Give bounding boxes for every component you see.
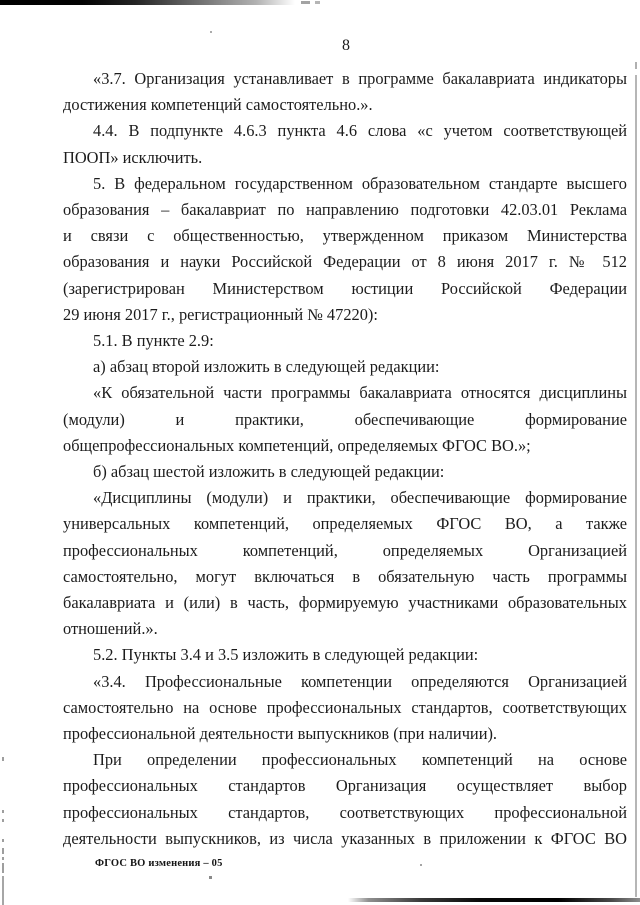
document-line: 5.2. Пункты 3.4 и 3.5 изложить в следующей редакции: [93, 645, 479, 665]
scan-artifact-left-dash [2, 857, 4, 860]
scan-artifact-right-edge [635, 75, 637, 897]
scan-artifact-top-dash [301, 1, 310, 4]
page-number: 8 [342, 37, 350, 54]
scan-artifact-left-dash [2, 757, 4, 761]
document-line: самостоятельно, могут включаться в обязательную часть программы [63, 566, 627, 586]
scan-artifact-left-dash [2, 863, 4, 873]
document-line: профессиональных стандартов, соответствующих профессиональной [63, 802, 627, 822]
scan-artifact-speck [210, 31, 212, 33]
document-body [63, 66, 627, 852]
document-line: профессиональных компетенций, определяемых Организацией [63, 540, 627, 560]
scan-artifact-left-dash [2, 810, 4, 813]
document-line: а) абзац второй изложить в следующей редакции: [93, 357, 440, 377]
document-line: 5. В федеральном государственном образовательном стандарте высшего [93, 173, 627, 193]
document-line: ПООП» исключить. [63, 147, 203, 167]
document-line: деятельности выпускников, из числа указанных в приложении к ФГОС ВО [63, 828, 627, 848]
document-line: «Дисциплины (модули) и практики, обеспечивающие формирование [93, 488, 627, 508]
document-line: общепрофессиональных компетенций, определяемых ФГОС ВО.»; [63, 435, 531, 455]
footer-document-code: ФГОС ВО изменения – 05 [95, 858, 223, 869]
document-line: достижения компетенций самостоятельно.». [63, 95, 373, 115]
document-line: 29 июня 2017 г., регистрационный № 47220): [63, 304, 378, 324]
document-line: «3.7. Организация устанавливает в программе бакалавриата индикаторы [93, 69, 627, 88]
document-line: универсальных компетенций, определяемых ФГОС ВО, а также [63, 514, 627, 534]
document-line: (зарегистрирован Министерством юстиции Российской Федерации [63, 278, 627, 298]
document-line: 4.4. В подпункте 4.6.3 пункта 4.6 слова «с учетом соответствующей [93, 121, 627, 141]
scan-artifact-top-edge [0, 0, 295, 5]
scan-artifact-right-edge-dash [635, 62, 637, 69]
document-line: При определении профессиональных компетенций на основе [93, 750, 627, 770]
document-line: бакалавриата и (или) в часть, формируемую участниками образовательных [63, 593, 627, 613]
document-line: 5.1. В пункте 2.9: [93, 331, 214, 351]
document-line: самостоятельно на основе профессиональных стандартов, соответствующих [63, 697, 627, 717]
document-line: «К обязательной части программы бакалавриата относятся дисциплины [93, 383, 627, 403]
document-line: б) абзац шестой изложить в следующей редакции: [93, 462, 445, 482]
scan-artifact-left-dash [2, 819, 4, 822]
document-line: образования и науки Российской Федерации от 8 июня 2017 г. № 512 [63, 252, 627, 272]
scan-artifact-left-dash [2, 848, 4, 854]
document-line: и связи с общественностью, утвержденном приказом Министерства [63, 226, 627, 246]
document-line: (модули) и практики, обеспечивающие формирование [63, 409, 627, 429]
scan-artifact-left-dash [2, 839, 4, 842]
document-line: профессиональной деятельности выпускников (при наличии). [63, 724, 498, 744]
document-line: отношений.». [63, 619, 158, 639]
document-line: образования – бакалавриат по направлению подготовки 42.03.01 Реклама [63, 200, 627, 220]
scan-artifact-top-dash [315, 1, 320, 4]
scan-artifact-bottom-edge [348, 898, 640, 902]
scan-artifact-speck [420, 864, 422, 866]
document-line: профессиональных стандартов Организация осуществляет выбор [63, 776, 627, 796]
scan-artifact-speck [209, 876, 212, 879]
scan-artifact-left-dash [2, 876, 4, 905]
document-line: «3.4. Профессиональные компетенции определяются Организацией [93, 671, 627, 691]
